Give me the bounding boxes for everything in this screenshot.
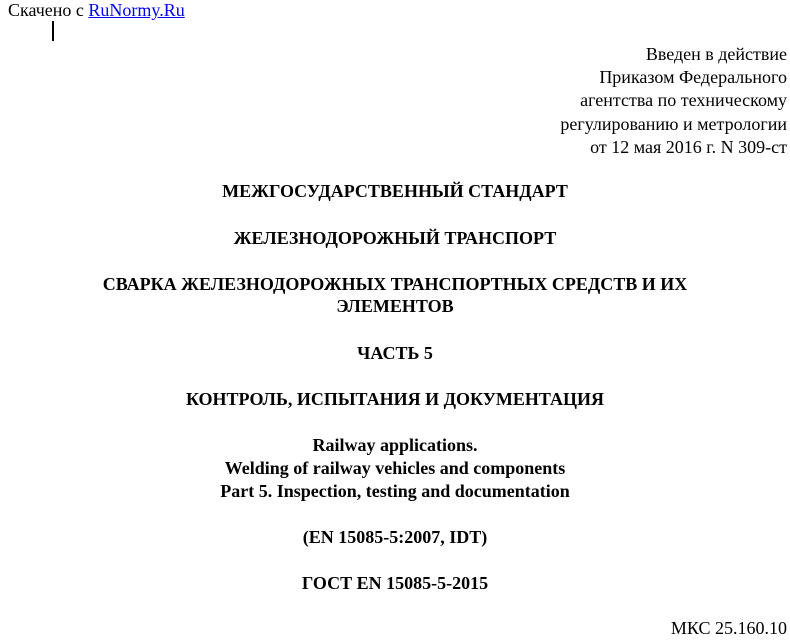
source-link[interactable]: RuNormy.Ru [88,0,185,20]
subtitle-heading [0,388,790,410]
standard-type: МЕЖГОСУДАРСТВЕННЫЙ СТАНДАРТ [222,181,568,201]
source-prefix: Скачено с [8,0,89,20]
english-title-line: Part 5. Inspection, testing and documentation [220,481,570,501]
enactment-line: Введен в действие [645,44,787,64]
english-title [0,434,790,503]
enactment-line: от 12 мая 2016 г. N 309-ст [590,136,787,157]
designation: ГОСТ EN 15085-5-2015 [301,573,489,593]
domain-title: ЖЕЛЕЗНОДОРОЖНЫЙ ТРАНСПОРТ [233,228,557,248]
designation-heading [0,572,790,594]
enactment-note [560,43,787,159]
domain-heading [0,227,790,249]
subtitle: КОНТРОЛЬ, ИСПЫТАНИЯ И ДОКУМЕНТАЦИЯ [185,389,605,409]
enactment-line: Приказом Федерального [599,67,787,88]
part-number: ЧАСТЬ 5 [357,343,433,363]
mks-code: МКС 25.160.10 [670,618,787,638]
equivalence-heading [0,526,790,548]
equivalence: (EN 15085-5:2007, IDT) [302,527,488,547]
standard-type-heading [0,180,790,202]
text-cursor [52,21,54,41]
enactment-line: агентства по техническому [580,90,787,111]
title-line: ЭЛЕМЕНТОВ [336,296,454,316]
source-line [8,0,185,20]
title-line: СВАРКА ЖЕЛЕЗНОДОРОЖНЫХ ТРАНСПОРТНЫХ СРЕДСТВ И ИХ [102,274,688,294]
english-title-line: Railway applications. [312,435,478,455]
part-heading [0,342,790,364]
enactment-line: регулированию и метрологии [560,113,787,134]
english-title-line: Welding of railway vehicles and components [224,458,566,478]
document-title [0,273,790,317]
